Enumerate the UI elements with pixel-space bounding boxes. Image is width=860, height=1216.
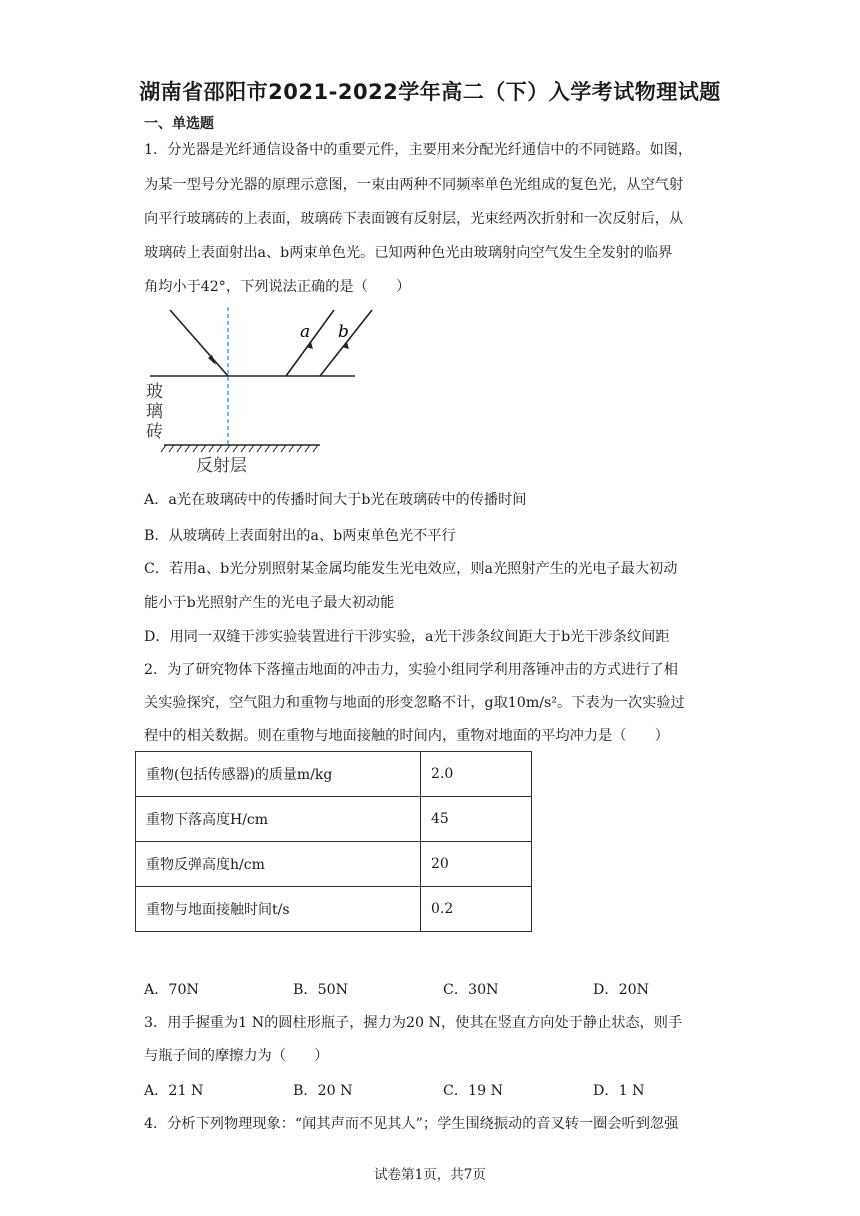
table-row xyxy=(136,887,532,932)
q3-option-a: A．21 N xyxy=(144,1083,204,1099)
glass-label-3: 砖 xyxy=(146,422,163,442)
q1-option-b: B．从玻璃砖上表面射出的a、b两束单色光不平行 xyxy=(144,528,456,544)
q1-line-2: 为某一型号分光器的原理示意图，一束由两种不同频率单色光组成的复色光，从空气射 xyxy=(144,177,684,193)
q2-option-c: C．30N xyxy=(443,982,499,998)
reflective-hatching xyxy=(161,445,318,452)
q3-option-b: B．20 N xyxy=(293,1083,353,1099)
table-row xyxy=(136,752,532,797)
glass-label-1: 玻 xyxy=(146,382,163,402)
q3-option-d: D．1 N xyxy=(593,1083,645,1099)
q4-line-1: 4．分析下列物理现象：“闻其声而不见其人”；学生围绕振动的音叉转一圈会听到忽强 xyxy=(144,1116,679,1132)
prism-diagram xyxy=(146,305,360,480)
table-cell-label: 重物(包括传感器)的质量m/kg xyxy=(136,752,421,797)
q1-line-4: 玻璃砖上表面射出a、b两束单色光。已知两种色光由玻璃射向空气发生全发射的临界 xyxy=(144,245,673,261)
q3-line-1: 3．用手握重为1 N的圆柱形瓶子，握力为20 N，使其在竖直方向处于静止状态，则手 xyxy=(144,1015,683,1031)
page-title: 湖南省邵阳市2021-2022学年高二（下）入学考试物理试题 xyxy=(139,80,721,104)
table-cell-value: 0.2 xyxy=(421,887,532,932)
table-cell-value: 45 xyxy=(421,797,532,842)
section-heading: 一、单选题 xyxy=(144,116,214,132)
table-cell-label: 重物反弹高度h/cm xyxy=(136,842,421,887)
q3-option-c: C．19 N xyxy=(443,1083,504,1099)
table-row xyxy=(136,797,532,842)
incident-ray xyxy=(170,310,228,376)
q1-line-1: 1．分光器是光纤通信设备中的重要元件，主要用来分配光纤通信中的不同链路。如图， xyxy=(144,142,693,158)
q1-line-5: 角均小于42°，下列说法正确的是（ ） xyxy=(144,279,411,295)
q2-data-table xyxy=(135,751,532,932)
q2-line-2: 关实验探究，空气阻力和重物与地面的形变忽略不计，g取10m/s²。下表为一次实验过 xyxy=(144,695,685,711)
table-cell-label: 重物下落高度H/cm xyxy=(136,797,421,842)
reflect-label: 反射层 xyxy=(196,456,247,476)
q2-line-1: 2．为了研究物体下落撞击地面的冲击力，实验小组同学利用落锤冲击的方式进行了相 xyxy=(144,662,678,678)
q2-line-3: 程中的相关数据。则在重物与地面接触的时间内，重物对地面的平均冲力是（ ） xyxy=(144,728,669,744)
table-cell-value: 2.0 xyxy=(421,752,532,797)
table-cell-label: 重物与地面接触时间t/s xyxy=(136,887,421,932)
q1-option-c-cont: 能小于b光照射产生的光电子最大初动能 xyxy=(144,595,395,611)
table-cell-value: 20 xyxy=(421,842,532,887)
q2-option-a: A．70N xyxy=(144,982,199,998)
q3-line-2: 与瓶子间的摩擦力为（ ） xyxy=(144,1048,329,1064)
page-footer: 试卷第1页，共7页 xyxy=(374,1167,486,1183)
q1-option-a: A．a光在玻璃砖中的传播时间大于b光在玻璃砖中的传播时间 xyxy=(144,492,527,508)
label-b: b xyxy=(338,322,349,342)
q2-option-b: B．50N xyxy=(293,982,349,998)
q1-option-c: C．若用a、b光分别照射某金属均能发生光电效应，则a光照射产生的光电子最大初动 xyxy=(144,561,678,577)
q1-option-d: D．用同一双缝干涉实验装置进行干涉实验，a光干涉条纹间距大于b光干涉条纹间距 xyxy=(144,629,670,645)
glass-label-2: 璃 xyxy=(146,402,163,422)
table-row xyxy=(136,842,532,887)
label-a: a xyxy=(300,322,311,342)
q2-option-d: D．20N xyxy=(593,982,650,998)
q1-line-3: 向平行玻璃砖的上表面，玻璃砖下表面镀有反射层，光束经两次折射和一次反射后，从 xyxy=(144,211,684,227)
